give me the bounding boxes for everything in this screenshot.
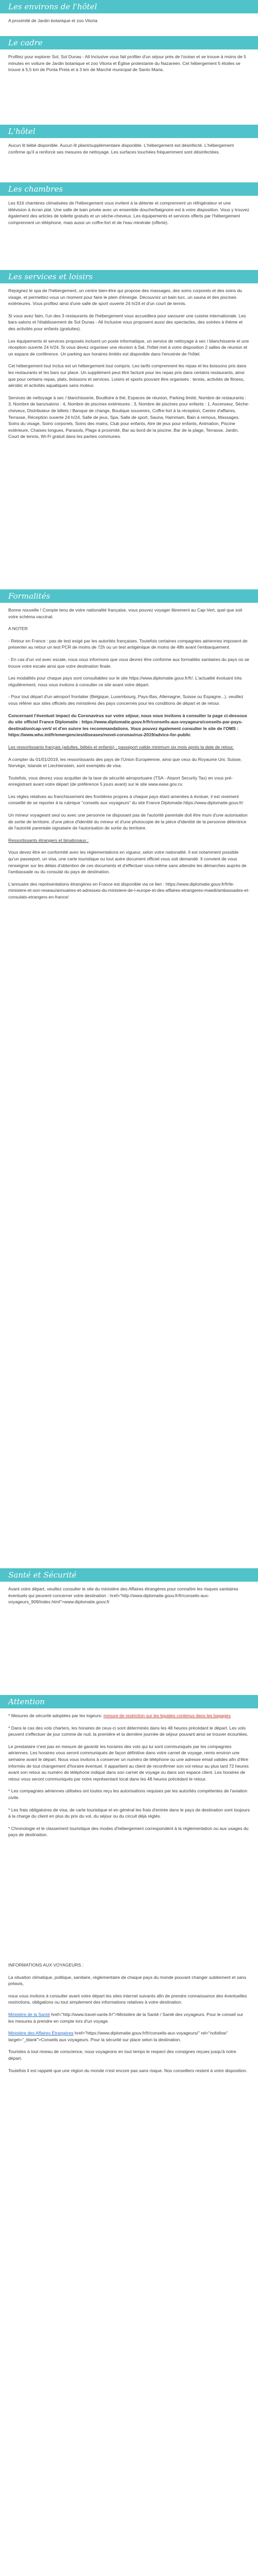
info-text-2: nous vous invitons à consulter avant votre départ les sites internet suivants afin de prendre connaissance des éventuelles restrictions, obligations ou tout simplement des informations relatives à votre destination. [8,1993,247,2005]
formalites-text-8 [8,744,250,751]
section-informations [0,1958,258,2171]
section-title-cadre: Le cadre [0,36,258,49]
formalites-text-10: Toutefois, vous devrez vous acquitter de la taxe de sécurité aéroportuaire (TSA - Airport Security Tax) en vous pré-enregistrant avant votre départ (de préférence 5 jours avant) sur le site www.ease.gov.cv. [8,775,233,787]
affaires-etrangeres-link[interactable]: Ministère des Affaires Étrangères [8,2030,74,2036]
section-title-attention: Attention [0,1695,258,1708]
attention-text-1 [8,1713,250,1719]
attention-text-4: * Les compagnies aériennes utilisées ont toutes reçu les autorisations requises par les autorités compétentes de l'aviation civile. [8,1788,248,1800]
services-text-2: Si vous avez faim, l'un des 3 restaurants de l'hébergement vous accueillera pour savourer une cuisine internationale. Les bars-salons et l'établissement de Sol Dunas - All Inclusive vous proposent aussi des spectacles, des soirées à thème et des activités pour enfants (gratuites). [8,313,246,331]
info-text-3-rest: href="http://www.travel-sante.fr/">Ministère de la Santé / Santé des voyageurs. Pour le conseil sur les mesures à prendre en compte lors d'un voyage. [8,2011,244,2024]
section-hotel [0,138,258,182]
formalites-text-8-underlined: Les ressortissants français (adultes, bébés et enfants) : passeport valide minimum six mois après la date de retour. [8,744,234,750]
formalites-text-7 [8,713,250,738]
attention-text-2: * Dans le cas des vols charters, les horaires de ceux-ci sont déterminés dans les 48 heures précédant le départ. Les vols peuvent s'effectuer de jour comme de nuit, la première et la dernière journée de séjour pouvant ainsi se trouver écourtées. [8,1725,248,1737]
attention-text-6: * Chronologie et le classement touristique des modes d'hébergement correspondent à la réglementation ou aux usages du pays de destination. [8,1825,249,1838]
section-title-hotel: L'hôtel [0,125,258,138]
formalites-text-1: Bonne nouvelle ! Compte tenu de votre nationalité française, vous pouvez voyager librement au Cap-Vert, quel que soit votre schéma vaccinal. [8,607,243,619]
liquides-link[interactable]: mesure de restriction sur les liquides contenus dans les bagages [103,1713,231,1718]
section-title-sante: Santé et Sécurité [0,1568,258,1582]
info-text-3 [8,2011,250,2024]
formalites-text-13-underlined: Ressortissants étrangers et binationaux : [8,837,89,843]
info-text-4 [8,2030,250,2043]
section-services [0,283,258,589]
attention-text-3: Le prestataire n'est pas en mesure de garantir les horaires des vols qui lui sont communiqués par les compagnies aériennes. Les horaires vous seront communiqués de façon définitive dans votre carnet de voyage, remis environ une semaine avant le départ. Nous vous invitons à conserver un numéro de téléphone ou une adresse email valides afin d'être informés de tout changement d'horaire éventuel. Il appartient au client de reconfirmer son vol retour au plus tard 72 heures avant son retour au numéro de téléphone indiqué dans son carnet de voyage ou dans son espace client. Les horaires de retour vous seront communiqués par notre représentant local dans les 48 heures précédant le retour. [8,1743,249,1782]
attention-text-1-lead: * Mesures de sécurité adoptées par les logeurs: [8,1713,104,1718]
info-text-1: La situation climatique, politique, sanitaire, réglementaire de chaque pays du monde pouvant changer subitement et sans préavis, [8,1974,247,1987]
formalites-text-4: - En cas d'un vol avec escale, nous vous informons que vous devrez être conforme aux formalités sanitaires du pays où se trouve votre escale ainsi que votre destination finale. [8,656,249,669]
info-heading: INFORMATIONS AUX VOYAGEURS : [8,1962,84,1968]
cadre-text: Profitez pour explorer Sol, Sol Dunas - All Inclusive vous fait profiter d'un séjour près de l'océan et se trouve à moins de 5 minutes en voiture de Jardin botanique et zoo Vitoria et Église protestante du Nazareen. Cet hébergement 5 étoiles se trouve à 5,5 km de Ponta Preta et à 3 km de Marché municipal de Santo Maria. [8,54,246,73]
formalites-text-7-bold: Concernant l'éventuel impact du Coronavirus sur votre séjour, nous vous invitons à consulter la page ci-dessous du site officiel France Diplomatie : https://www.diplomatie.gouv.fr/fr/conseils-aux-voyageurs/conseils-par-pays-destination/cap-vert/ et d'en suivre les recommandations. Vous pouvez également consulter le site de l'OMS : https://www.who.int/fr/emergencies/diseases/novel-coronavirus-2019/advice-for-public [8,713,247,738]
hotel-text: Aucun lit bébé disponible. Aucun lit pliant/supplémentaire disponible. L'hébergement est désinfecté. L'hébergement confirme qu'il a renforcé ses mesures de nettoyage. Les surfaces touchées fréquemment sont désinfectées. [8,143,234,155]
formalites-text-14: Vous devez être en conformité avec les réglementations en vigueur, selon votre nationalité. Il est notamment possible qu'un passeport, un visa, une carte touristique ou tout autre document officiel vous soit demandé. Il convient de vous renseigner sur les délais d'obtention de ces documents et d'effectuer vous-même sans attendre les démarches auprès de l'ambassade ou du consulat du pays de destination. [8,850,247,875]
section-environs [0,13,258,36]
services-text-4: Cet hébergement tout inclus est un hébergement tout compris. Les tarifs comprennent les repas et les boissons pris dans les restaurants et les bars sur place. Un supplément peut être facturé pour les repas pris dans certains restaurants, ainsi que pour certains repas, plats, boissons et services. Loisirs et sports pouvant être organisés : tennis, activités de fitness, aérobic et activités aquatiques sans moteur. [8,363,247,388]
section-title-chambres: Les chambres [0,182,258,196]
formalites-text-15: L'annuaire des représentations étrangères en France est disponible via ce lien : https://www.diplomatie.gouv.fr/fr/le-ministere-et-son-reseau/annuaires-et-adresses-du-ministere-de-l-europe-et-des-affaires-etrangeres-maedi/ambassades-et-consulats-etrangers-en-france/ [8,881,250,900]
environs-text: A proximité de Jardin botanique et zoo Vitoria [8,18,98,23]
formalites-text-5: Les modalités pour chaque pays sont consultables sur le site https://www.diplomatie.gouv.fr/fr/. L'actualité évoluant très régulièrement, nous vous invitons à consulter ce site avant votre départ. [8,675,242,687]
formalites-text-11: Les règles relatives au franchissement des frontières propres à chaque pays étant amenées à évoluer, il est vivement conseillé de se reporter à la rubrique "conseils aux voyageurs" du site France Diplomatie.https://www.diplomatie.gouv.fr/ [8,793,244,806]
attention-text-5: * Les frais obligatoires de visa, de carte touristique et en général les frais d'entrée dans le pays de destination sont toujours à la charge du client en plus du prix du vol, du séjour ou du circuit déjà réglés. [8,1807,250,1819]
formalites-text-9: A compter du 01/01/2019, les ressortissants des pays de l'Union Européenne, ainsi que ceux du Royaume Uni, Suisse, Norvège, Islande et Liechtenstein, sont exemptés de visa. [8,756,242,769]
sante-text: Avant votre départ, veuillez consulter le site du ministère des Affaires étrangères pour connaître les risques sanitaires éventuels qui peuvent concerner votre destination : href="http://www.diplomatie.gouv.fr/fr/conseils-aux-voyageurs_909/index.html">www.diplomatie.gouv.fr [8,1586,238,1605]
info-text-4-rest: href="https://www.diplomatie.gouv.fr/fr/conseils-aux-voyageurs/" rel="nofollow" target="_blank">Conseils aux voyageurs. Pour la sécurité sur place selon la destination. [8,2030,228,2042]
section-chambres [0,196,258,270]
sante-ministry-link[interactable]: Ministère de la Santé [8,2011,50,2017]
formalites-text-13 [8,837,250,844]
chambres-text: Les 616 chambres climatisées de l'hébergement vous invitent à la détente et comprennent un réfrigérateur et une télévision à écran plat. Une salle de bain privée avec un ensemble douche/baignoire est à votre disposition. Vous y trouvez également des articles de toilette gratuits et un sèche-cheveux. Les équipements et services offerts par l'hébergement comprennent un téléphone, mais aussi un coffre-fort et de l'eau minérale (offerte). [8,200,250,225]
footer-note: Toutefois il est rappelé que une région du monde n'est encore pas sans risque. Nos conseillers restent à votre disposition. [8,2067,248,2073]
info-text-5: Touristes à tout niveau de conscience, nous voyageons en tout temps le respect des consignes reçues jusqu'à notre départ. [8,2049,236,2061]
section-title-formalites: Formalités [0,589,258,603]
services-text-3: Les équipements et services proposés incluent un poste informatique, un service de nettoyage à sec / blanchisserie et une réception ouverte 24 h/24. Si vous devez organiser une réunion à Sal, l'hôtel met à votre disposition 2 salles de réunion et un espace de conférence. Un parking aux horaires limités est disponible dans l'enceinte de l'hôtel. [8,338,249,357]
formalites-text-6: - Pour tout départ d'un aéroport frontalier (Belgique, Luxembourg, Pays-Bas, Allemagne, Suisse ou Espagne...), veuillez vous référer aux sites officiels des ministères des pays concernés pour les conditions de départ et de retour. [8,694,244,706]
services-text-1: Rejoignez le spa de l'hébergement, un centre bien-être qui propose des massages, des soins corporels et des soins du visage, et permettez-vous un moment pour faire le plein d'énergie. Découvrez un bain turc, un sauna et des piscines extérieures. Vous profitez ainsi d'une salle de sport ouverte 24 h/24 et d'un court de tennis. [8,288,243,307]
formalites-text-12: Un mineur voyageant seul ou avec une personne ne disposant pas de l'autorité parentale doit être muni d'une autorisation de sortie de territoire, d'une pièce d'identité du mineur et d'une photocopie de la pièce d'identité de la personne détentrice de l'autorité parentale signataire de l'autorisation de sortie du territoire. [8,812,248,831]
section-attention [0,1708,258,1958]
section-title-environs: Les environs de l'hôtel [0,0,258,13]
section-title-services: Les services et loisirs [0,270,258,283]
formalites-text-2: A NOTER [8,626,28,632]
section-formalites [0,603,258,1568]
section-cadre [0,49,258,125]
services-text-5: Services de nettoyage à sec / blanchisserie, Bouilloire à thé, Espaces de réunion, Parking limité, Nombre de restaurants : 3, Nombre de bars/salons : 4, Nombre de piscines extérieures : 3, Nombre de piscines pour enfants : 1, Ascenseur, Sèche-cheveux, Distributeur de billets / Banque de change, Boutique souvenirs, Coffre-fort à la réception, Centre d'affaires, Terrasse, Réception ouverte 24 h/24, Salle de jeux, Spa, Salle de sport, Sauna, Hammam, Bain à remous, Massages, Soins du visage, Soins corporels, Soins des mains, Club pour enfants, Aire de jeux pour enfants, Animation, Piscine extérieure, Chaises longues, Parasols, Plage à proximité, Bar au bord de la piscine, Bar de la plage, Terrasse, Jardin, Court de tennis, Wi-Fi gratuit dans les parties communes. [8,395,250,439]
section-sante [0,1582,258,1695]
formalites-text-3: - Retour en France : pas de test exigé par les autorités françaises. Toutefois certaines compagnies aériennes imposent de présenter au retour un test PCR de moins de 72h ou un test antigénique de moins de 48h avant l'embarquement. [8,638,248,650]
